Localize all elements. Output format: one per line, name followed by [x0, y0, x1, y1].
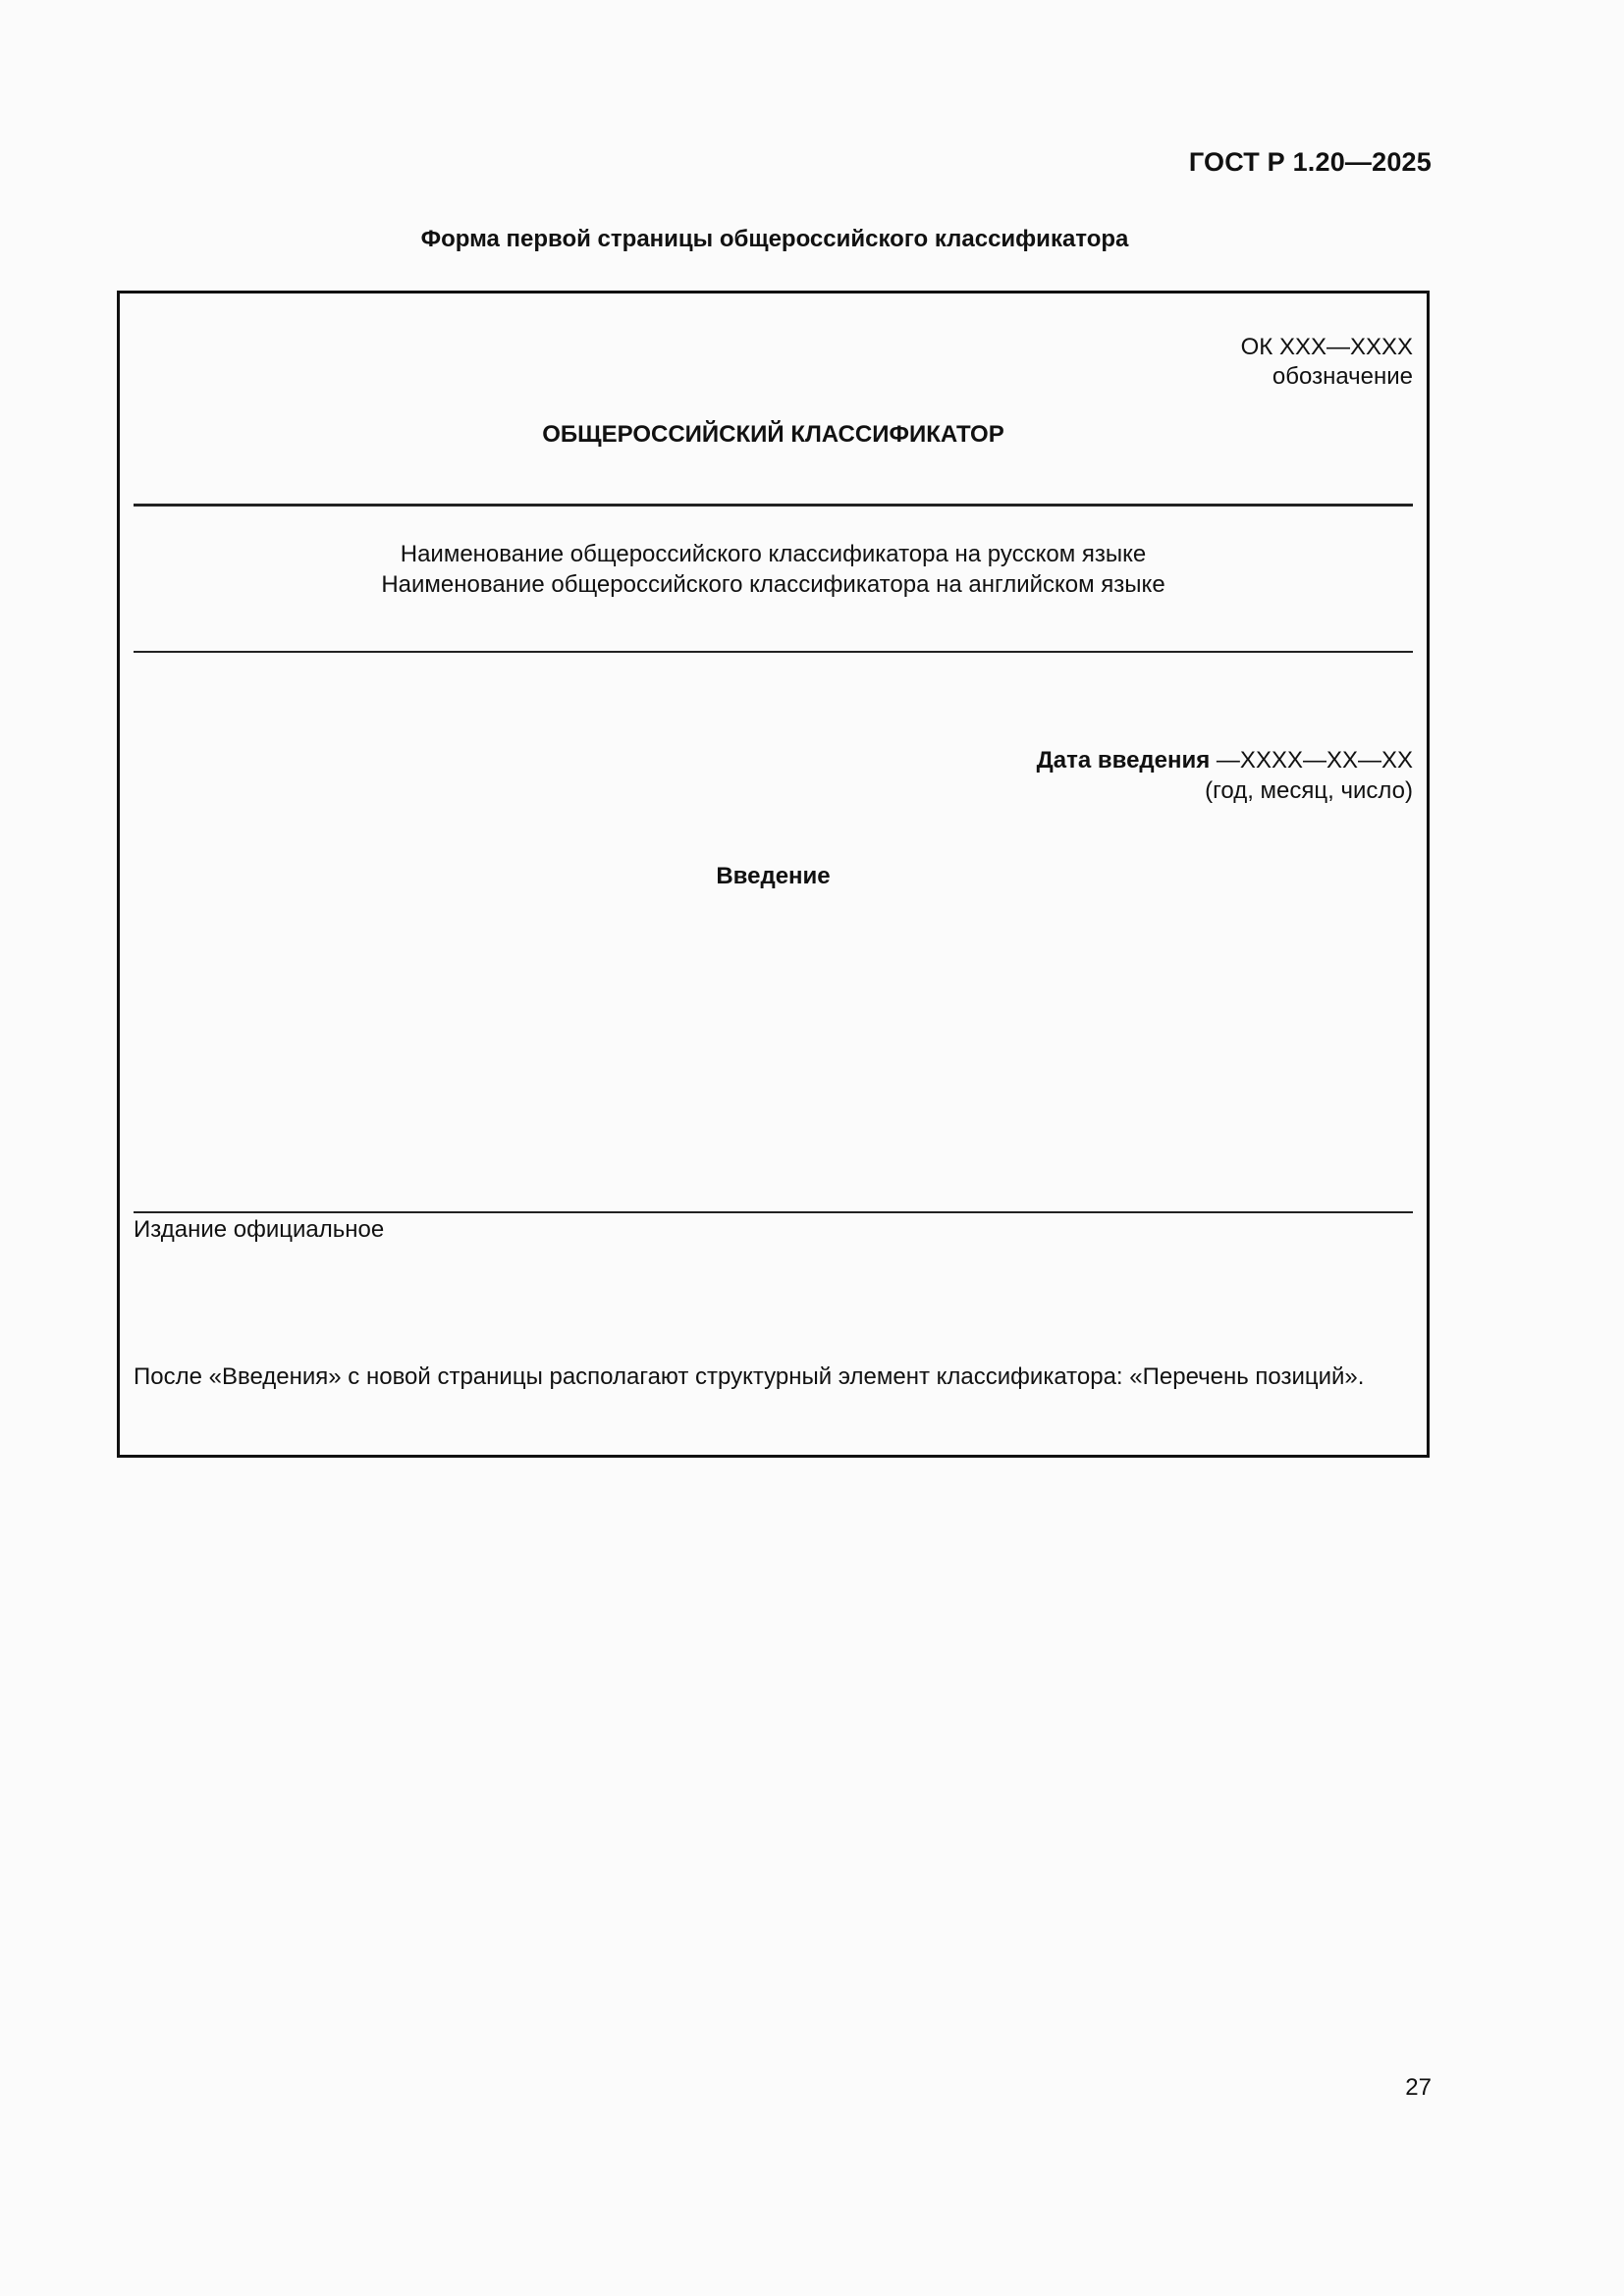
effective-date-hint: (год, месяц, число) — [1205, 777, 1413, 804]
designation-code: ОК ХХХ—ХХХХ — [1240, 334, 1413, 360]
classifier-names — [134, 539, 1413, 600]
document-code: ГОСТ Р 1.20—2025 — [1188, 147, 1432, 177]
designation-block — [1241, 333, 1413, 392]
intro-heading: Введение — [716, 863, 831, 889]
divider-bottom — [134, 1211, 1413, 1213]
effective-date-value: —ХХХХ—ХХ—ХХ — [1210, 747, 1413, 774]
designation-label: обозначение — [1272, 363, 1413, 390]
effective-date-label: Дата введения — [1036, 747, 1211, 774]
page-number: 27 — [1405, 2074, 1432, 2101]
classifier-name-ru: Наименование общероссийского классификатора на русском языке — [400, 541, 1147, 567]
divider-top — [134, 504, 1413, 507]
form-title: Форма первой страницы общероссийского классификатора — [420, 226, 1129, 252]
form-note: После «Введения» с новой страницы располагают структурный элемент классификатора: «Перечень позиций». — [134, 1363, 1365, 1390]
classifier-heading: ОБЩЕРОССИЙСКИЙ КЛАССИФИКАТОР — [542, 421, 1004, 448]
classifier-name-en: Наименование общероссийского классификатора на английском языке — [381, 571, 1165, 598]
divider-middle — [134, 651, 1413, 653]
effective-date-block — [1037, 745, 1413, 806]
form-frame — [117, 291, 1430, 1458]
official-edition-label: Издание официальное — [134, 1216, 385, 1243]
